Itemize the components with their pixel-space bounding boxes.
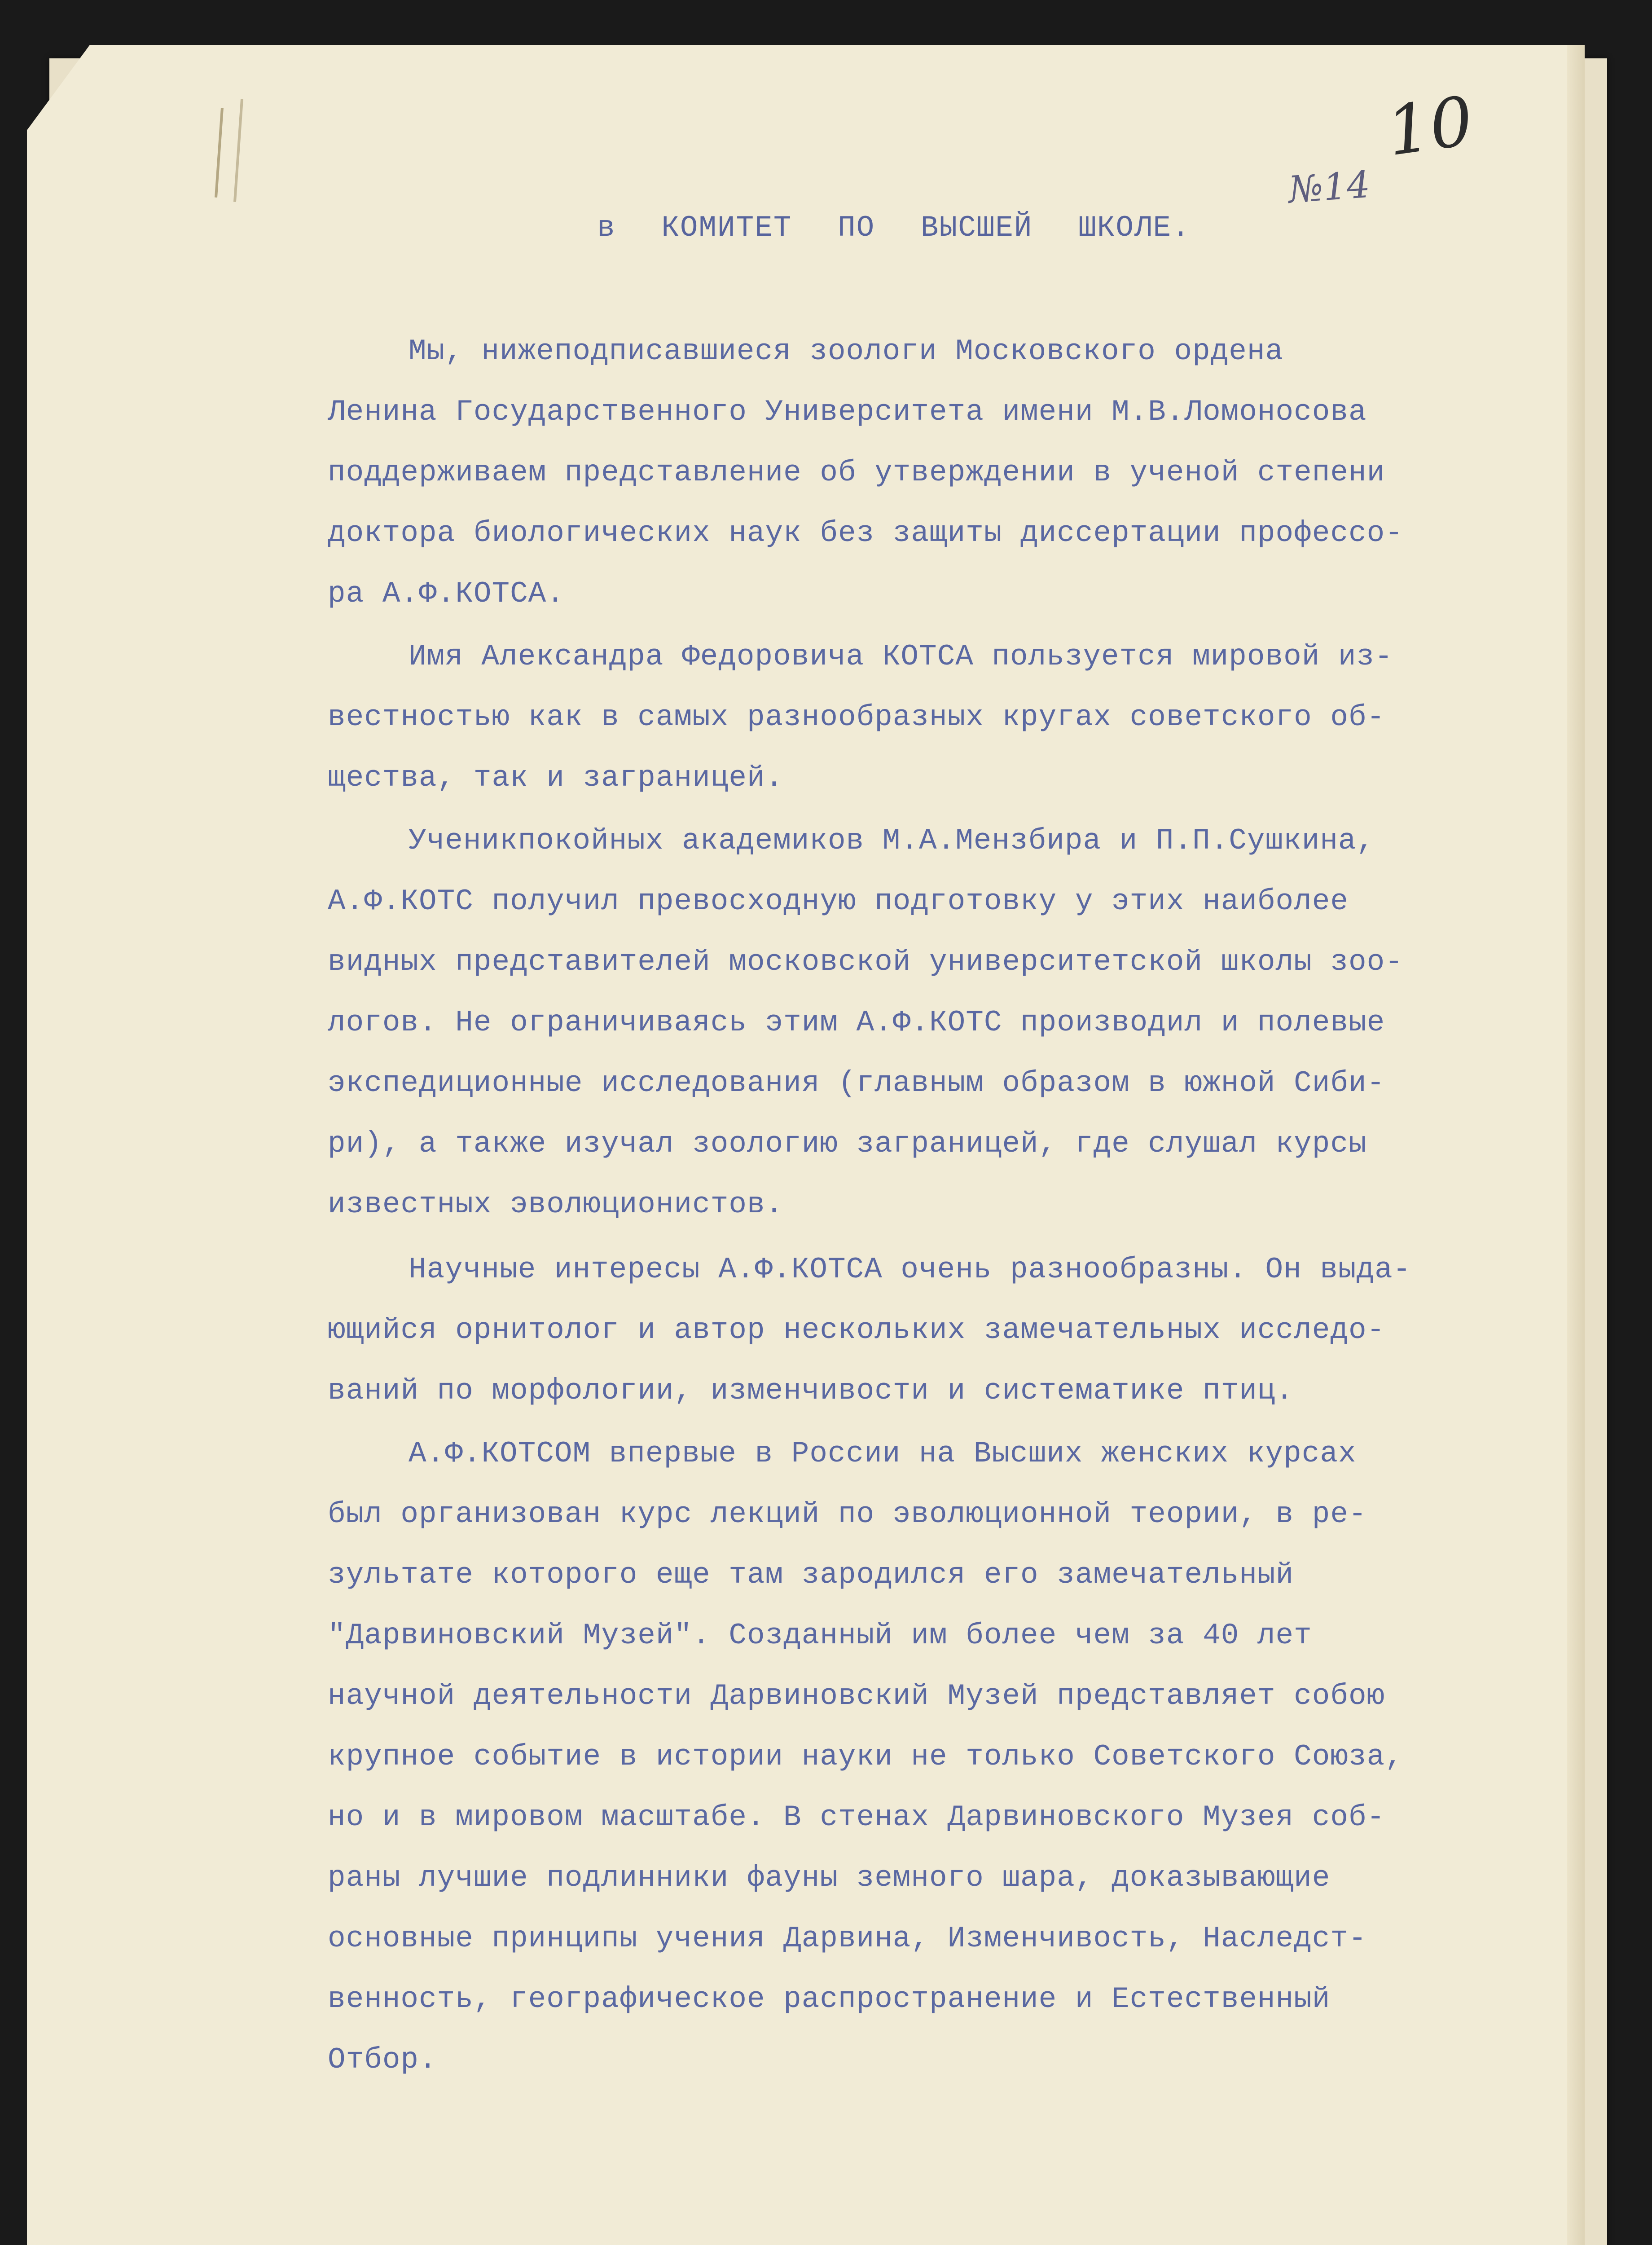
text-line: вестностью как в самых разнообразных кругах советского об- xyxy=(328,700,1385,734)
text-line: А.Ф.КОТС получил превосходную подготовку у этих наиболее xyxy=(328,885,1349,918)
text-line: крупное событие в истории науки не только Советского Союза, xyxy=(328,1740,1403,1774)
text-line: ваний по морфологии, изменчивости и систематике птиц. xyxy=(328,1374,1294,1408)
text-line: научной деятельности Дарвиновский Музей представляет собою xyxy=(328,1679,1385,1713)
text-line: основные принципы учения Дарвина, Изменчивость, Наследст- xyxy=(328,1922,1367,1955)
text-line: щества, так и заграницей. xyxy=(328,761,784,795)
text-line: Ученикпокойных академиков М.А.Мензбира и П.П.Сушкина, xyxy=(409,824,1375,858)
text-line: Научные интересы А.Ф.КОТСА очень разнообразны. Он выда- xyxy=(409,1253,1411,1286)
text-line: раны лучшие подлинники фауны земного шара, доказывающие xyxy=(328,1861,1331,1895)
text-line: зультате которого еще там зародился его замечательный xyxy=(328,1558,1294,1592)
folio-number: 10 xyxy=(1382,82,1478,172)
document-heading: в КОМИТЕТ ПО ВЫСШЕЙ ШКОЛЕ. xyxy=(597,211,1191,245)
text-line: ри), а также изучал зоологию заграницей, где слушал курсы xyxy=(328,1127,1367,1161)
text-line: логов. Не ограничиваясь этим А.Ф.КОТС производил и полевые xyxy=(328,1006,1385,1039)
text-line: был организован курс лекций по эволюционной теории, в ре- xyxy=(328,1497,1367,1531)
text-line: А.Ф.КОТСОМ впервые в России на Высших женских курсах xyxy=(409,1437,1357,1470)
text-line: ющийся орнитолог и автор нескольких замечательных исследо- xyxy=(328,1313,1385,1347)
text-line: ра А.Ф.КОТСА. xyxy=(328,577,565,611)
text-line: Ленина Государственного Университета имени М.В.Ломоносова xyxy=(328,395,1367,429)
text-line: известных эволюционистов. xyxy=(328,1188,784,1221)
pencil-mark xyxy=(233,99,243,202)
page-edge xyxy=(1567,45,1585,2245)
text-line: "Дарвиновский Музей". Созданный им более чем за 40 лет xyxy=(328,1619,1312,1652)
text-line: Имя Александра Федоровича КОТСА пользуется мировой из- xyxy=(409,640,1393,674)
text-line: но и в мировом масштабе. В стенах Дарвиновского Музея соб- xyxy=(328,1800,1385,1834)
pencil-mark xyxy=(215,108,224,198)
text-line: видных представителей московской университетской школы зоо- xyxy=(328,945,1403,979)
text-line: Отбор. xyxy=(328,2043,437,2077)
text-line: доктора биологических наук без защиты диссертации профессо- xyxy=(328,516,1403,550)
document-number: №14 xyxy=(1287,163,1372,212)
text-line: экспедиционные исследования (главным образом в южной Сиби- xyxy=(328,1066,1385,1100)
text-line: поддерживаем представление об утверждении в ученой степени xyxy=(328,456,1385,489)
text-line: Мы, нижеподписавшиеся зоологи Московского ордена xyxy=(409,335,1284,368)
text-line: венность, географическое распространение и Естественный xyxy=(328,1982,1331,2016)
